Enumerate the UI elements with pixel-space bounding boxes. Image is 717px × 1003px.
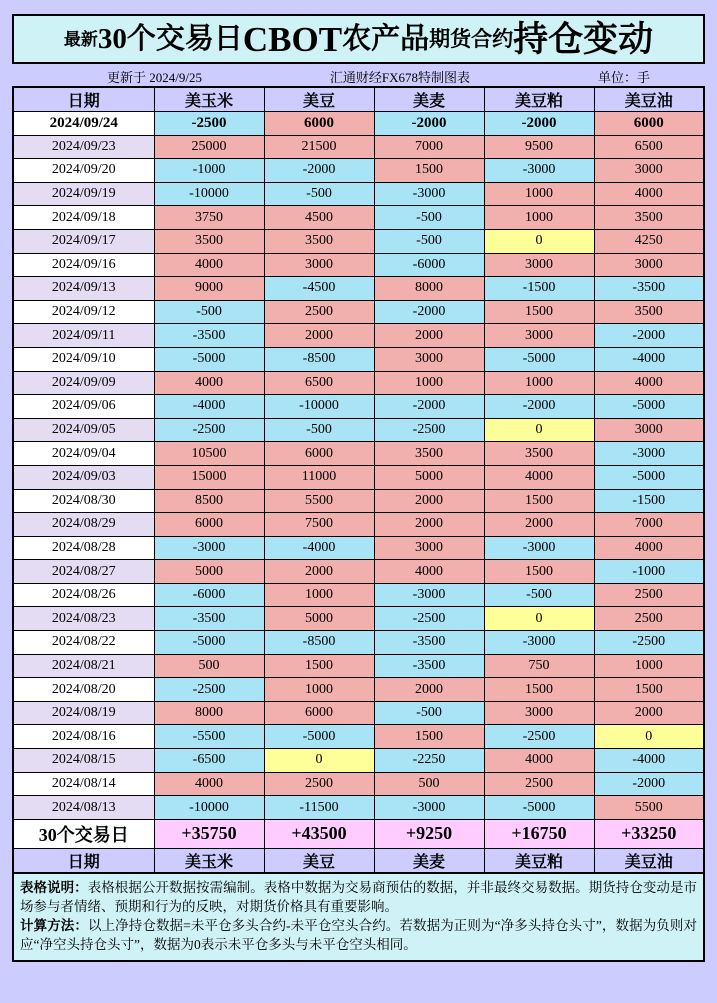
source-credit: 汇通财经FX678特制图表 [329,69,471,85]
table-row [13,112,704,136]
summary-value: +43500 [264,819,374,848]
value-cell: 1500 [374,159,484,183]
value-cell: -2000 [594,324,704,348]
update-date: 更新于 2024/9/25 [107,69,202,85]
title-segment: 期货合约 [429,26,514,51]
value-cell: -3000 [484,536,594,560]
value-cell: -2000 [484,112,594,136]
value-cell: 5500 [264,489,374,513]
value-cell: 0 [264,749,374,773]
table-row [13,324,704,348]
value-cell: -4000 [594,749,704,773]
date-cell: 2024/09/17 [13,229,154,253]
value-cell: 2500 [594,607,704,631]
value-cell: -8500 [264,631,374,655]
column-header-date: 日期 [13,87,154,112]
value-cell: 1500 [484,300,594,324]
value-cell: -10000 [154,796,264,820]
column-header-soybean: 美豆 [264,87,374,112]
value-cell: 4250 [594,229,704,253]
value-cell: -2250 [374,749,484,773]
value-cell: 6000 [154,513,264,537]
value-cell: 3500 [594,300,704,324]
table-note-text: 表格根据公开数据按需编制。表格中数据为交易商预估的数据，并非最终交易数据。期货持仓变动是市场参与者情绪、预期和行为的反映，对期货价格具有重要影响。 [20,879,698,914]
value-cell: 2000 [484,513,594,537]
value-cell: -8500 [264,347,374,371]
value-cell: 1500 [484,678,594,702]
value-cell: 3000 [374,536,484,560]
table-row [13,277,704,301]
title-segment: 持仓变动 [513,19,654,59]
value-cell: -3500 [154,607,264,631]
value-cell: 750 [484,654,594,678]
value-cell: -3000 [484,159,594,183]
date-cell: 2024/08/19 [13,701,154,725]
value-cell: 4000 [594,371,704,395]
value-cell: -5000 [594,395,704,419]
value-cell: -3000 [154,536,264,560]
table-row [13,347,704,371]
value-cell: 15000 [154,465,264,489]
notes-box [12,874,705,962]
value-cell: 6000 [264,701,374,725]
value-cell: 3500 [594,206,704,230]
date-cell: 2024/08/20 [13,678,154,702]
table-row [13,701,704,725]
table-row [13,749,704,773]
value-cell: 1500 [484,560,594,584]
value-cell: 6000 [594,112,704,136]
value-cell: 8000 [374,277,484,301]
value-cell: 3000 [484,701,594,725]
value-cell: 1000 [484,206,594,230]
value-cell: -4000 [594,347,704,371]
column-header-soymeal: 美豆粕 [484,87,594,112]
date-cell: 2024/08/27 [13,560,154,584]
table-row [13,796,704,820]
column-header-soyoil: 美豆油 [594,87,704,112]
value-cell: 4000 [594,182,704,206]
table-row [13,560,704,584]
table-row [13,654,704,678]
date-cell: 2024/09/09 [13,371,154,395]
value-cell: 4000 [154,253,264,277]
date-cell: 2024/09/24 [13,112,154,136]
value-cell: -1500 [594,489,704,513]
date-cell: 2024/08/23 [13,607,154,631]
value-cell: 1500 [264,654,374,678]
table-row [13,772,704,796]
value-cell: -6500 [154,749,264,773]
value-cell: 2500 [594,583,704,607]
value-cell: -5000 [484,347,594,371]
value-cell: -6000 [154,583,264,607]
value-cell: 1000 [484,182,594,206]
date-cell: 2024/08/16 [13,725,154,749]
value-cell: -5000 [154,631,264,655]
value-cell: 25000 [154,135,264,159]
date-cell: 2024/09/06 [13,395,154,419]
value-cell: 1000 [594,654,704,678]
value-cell: 4000 [484,465,594,489]
value-cell: 9500 [484,135,594,159]
date-cell: 2024/08/28 [13,536,154,560]
value-cell: 7000 [594,513,704,537]
date-cell: 2024/09/10 [13,347,154,371]
date-cell: 2024/08/29 [13,513,154,537]
footer-column-date: 日期 [13,848,154,873]
summary-value: +35750 [154,819,264,848]
value-cell: -1000 [154,159,264,183]
value-cell: -4000 [154,395,264,419]
value-cell: -10000 [154,182,264,206]
header-row [13,87,704,112]
value-cell: 3000 [594,418,704,442]
value-cell: -5500 [154,725,264,749]
table-body [13,112,704,820]
value-cell: -4500 [264,277,374,301]
value-cell: 4000 [374,560,484,584]
table-row [13,300,704,324]
value-cell: -11500 [264,796,374,820]
value-cell: 2500 [484,772,594,796]
value-cell: -2500 [484,725,594,749]
value-cell: -3000 [594,442,704,466]
value-cell: 6000 [264,442,374,466]
date-cell: 2024/09/04 [13,442,154,466]
value-cell: 5000 [374,465,484,489]
value-cell: 3750 [154,206,264,230]
value-cell: -2500 [374,418,484,442]
table-row [13,418,704,442]
date-cell: 2024/08/22 [13,631,154,655]
value-cell: -3500 [154,324,264,348]
date-cell: 2024/08/30 [13,489,154,513]
table-row [13,536,704,560]
value-cell: 9000 [154,277,264,301]
value-cell: -1000 [594,560,704,584]
value-cell: 5500 [594,796,704,820]
value-cell: -3000 [484,631,594,655]
value-cell: -500 [484,583,594,607]
value-cell: 8000 [154,701,264,725]
table-row [13,465,704,489]
date-cell: 2024/09/16 [13,253,154,277]
value-cell: 4500 [264,206,374,230]
table-row [13,229,704,253]
value-cell: 4000 [594,536,704,560]
value-cell: 1000 [264,678,374,702]
footer-column-soymeal: 美豆粕 [484,848,594,873]
title-segment: 农产品 [342,22,430,55]
value-cell: 6000 [264,112,374,136]
date-cell: 2024/09/12 [13,300,154,324]
table-row [13,395,704,419]
value-cell: 0 [594,725,704,749]
value-cell: 5000 [264,607,374,631]
value-cell: -2500 [154,418,264,442]
value-cell: 6500 [594,135,704,159]
calc-note-text: 以上净持仓数据=未平仓多头合约-未平仓空头合约。若数据为正则为“净多头持仓头寸”，数据为负则对应“净空头持仓头寸”，数据为0表示未平仓多头与未平仓空头相同。 [20,917,698,952]
value-cell: 2000 [374,678,484,702]
calc-note-label: 计算方法： [20,917,88,933]
value-cell: 5000 [154,560,264,584]
title-segment: 最新 [63,29,98,49]
value-cell: 0 [484,229,594,253]
value-cell: 3500 [264,229,374,253]
title-segment: 30个交易日 [97,22,243,55]
column-header-wheat: 美麦 [374,87,484,112]
page-title [12,14,705,64]
value-cell: -2500 [374,607,484,631]
value-cell: 2000 [374,489,484,513]
value-cell: 0 [484,418,594,442]
subtitle-bar [12,66,705,86]
value-cell: 7000 [374,135,484,159]
date-cell: 2024/09/05 [13,418,154,442]
value-cell: 4000 [154,772,264,796]
table-row [13,607,704,631]
value-cell: 1500 [594,678,704,702]
footer-column-corn: 美玉米 [154,848,264,873]
footer-column-soybean: 美豆 [264,848,374,873]
value-cell: -500 [264,182,374,206]
table-row [13,253,704,277]
table-row [13,678,704,702]
table-row [13,182,704,206]
table-row [13,442,704,466]
value-cell: -2000 [374,112,484,136]
date-cell: 2024/09/03 [13,465,154,489]
value-cell: -3000 [374,796,484,820]
value-cell: -4000 [264,536,374,560]
value-cell: -10000 [264,395,374,419]
value-cell: 3500 [154,229,264,253]
value-cell: 2000 [594,701,704,725]
value-cell: -500 [374,229,484,253]
value-cell: -5000 [264,725,374,749]
table-row [13,206,704,230]
value-cell: 0 [484,607,594,631]
value-cell: -2000 [264,159,374,183]
table-footer [13,819,704,873]
date-cell: 2024/08/13 [13,796,154,820]
value-cell: -2500 [594,631,704,655]
value-cell: 6500 [264,371,374,395]
value-cell: 10500 [154,442,264,466]
value-cell: -2000 [374,395,484,419]
footer-column-soyoil: 美豆油 [594,848,704,873]
value-cell: 1500 [374,725,484,749]
value-cell: 3000 [484,253,594,277]
date-cell: 2024/09/19 [13,182,154,206]
table-row [13,583,704,607]
value-cell: 3500 [484,442,594,466]
table-row [13,513,704,537]
column-header-corn: 美玉米 [154,87,264,112]
value-cell: 3000 [484,324,594,348]
summary-value: +16750 [484,819,594,848]
value-cell: -2500 [154,112,264,136]
title-segment: CBOT [242,19,343,59]
value-cell: 500 [154,654,264,678]
value-cell: 8500 [154,489,264,513]
value-cell: 2000 [374,324,484,348]
summary-label: 30个交易日 [13,819,154,848]
value-cell: 2000 [264,560,374,584]
value-cell: 500 [374,772,484,796]
value-cell: 3500 [374,442,484,466]
date-cell: 2024/09/18 [13,206,154,230]
value-cell: -500 [374,206,484,230]
value-cell: -5000 [154,347,264,371]
value-cell: -500 [374,701,484,725]
value-cell: 3000 [374,347,484,371]
value-cell: 21500 [264,135,374,159]
footer-column-wheat: 美麦 [374,848,484,873]
value-cell: 3000 [594,253,704,277]
value-cell: -2000 [594,772,704,796]
date-cell: 2024/09/20 [13,159,154,183]
unit-label: 单位：手 [597,69,650,85]
value-cell: -3000 [374,182,484,206]
value-cell: 1000 [264,583,374,607]
table-row [13,489,704,513]
date-cell: 2024/08/26 [13,583,154,607]
value-cell: -2000 [374,300,484,324]
value-cell: 2500 [264,772,374,796]
value-cell: 2000 [374,513,484,537]
table-header [13,87,704,112]
table-row [13,725,704,749]
date-cell: 2024/09/13 [13,277,154,301]
date-cell: 2024/08/21 [13,654,154,678]
table-row [13,159,704,183]
value-cell: 4000 [154,371,264,395]
value-cell: 1500 [484,489,594,513]
table-note-label: 表格说明： [20,879,88,895]
value-cell: -3500 [374,631,484,655]
date-cell: 2024/09/11 [13,324,154,348]
value-cell: -3500 [594,277,704,301]
value-cell: 3000 [594,159,704,183]
value-cell: 7500 [264,513,374,537]
table-row [13,631,704,655]
value-cell: -500 [264,418,374,442]
value-cell: -1500 [484,277,594,301]
date-cell: 2024/08/15 [13,749,154,773]
date-cell: 2024/09/23 [13,135,154,159]
value-cell: -5000 [594,465,704,489]
footer-header-row [13,848,704,873]
positions-table [12,86,705,874]
value-cell: -5000 [484,796,594,820]
value-cell: 11000 [264,465,374,489]
summary-value: +9250 [374,819,484,848]
summary-row [13,819,704,848]
value-cell: 2500 [264,300,374,324]
value-cell: -2000 [484,395,594,419]
value-cell: 3000 [264,253,374,277]
value-cell: 1000 [484,371,594,395]
value-cell: -6000 [374,253,484,277]
summary-value: +33250 [594,819,704,848]
value-cell: 1000 [374,371,484,395]
value-cell: -500 [154,300,264,324]
table-row [13,371,704,395]
value-cell: -3000 [374,583,484,607]
value-cell: -3500 [374,654,484,678]
date-cell: 2024/08/14 [13,772,154,796]
table-row [13,135,704,159]
value-cell: -2500 [154,678,264,702]
value-cell: 2000 [264,324,374,348]
value-cell: 4000 [484,749,594,773]
